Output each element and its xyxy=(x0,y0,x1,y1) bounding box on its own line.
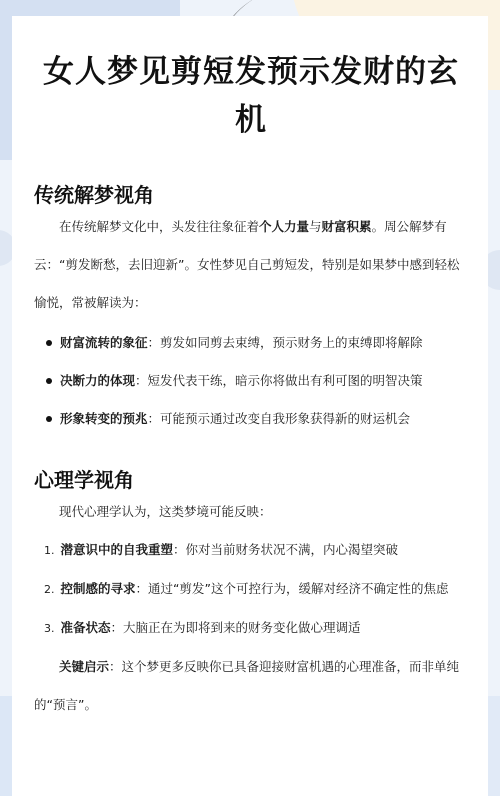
emphasis-text: 个人力量 xyxy=(259,219,310,234)
list-item xyxy=(46,400,468,438)
item-title: 准备状态 xyxy=(60,620,111,635)
bullet-icon xyxy=(46,416,52,422)
paragraph-text: 在传统解梦文化中，头发往往象征着 xyxy=(59,219,260,234)
item-title: 控制感的寻求 xyxy=(60,581,136,596)
item-text: ：你对当前财务状况不满，内心渴望突破 xyxy=(173,542,399,557)
key-insight-paragraph xyxy=(34,648,468,724)
bullet-icon xyxy=(46,378,52,384)
psychology-numbered-list xyxy=(34,531,468,648)
item-title: 潜意识中的自我重塑 xyxy=(60,542,174,557)
item-title: 决断力的体现 xyxy=(60,373,136,388)
item-number: 3. xyxy=(44,622,55,635)
list-item xyxy=(44,531,468,570)
item-text: ：可能预示通过改变自我形象获得新的财运机会 xyxy=(147,411,411,426)
item-text: ：短发代表干练，暗示你将做出有利可图的明智决策 xyxy=(135,373,423,388)
list-item xyxy=(44,570,468,609)
item-number: 1. xyxy=(44,544,55,557)
section-heading-psychology: 心理学视角 xyxy=(34,468,134,492)
list-item xyxy=(46,362,468,400)
article-title: 女人梦见剪短发预示发财的玄机 xyxy=(43,54,459,138)
item-title: 形象转变的预兆 xyxy=(60,411,148,426)
section-heading-traditional: 传统解梦视角 xyxy=(34,183,154,207)
traditional-bullet-list xyxy=(34,324,468,438)
paragraph-text: 。周公解梦有云：“剪发断愁，去旧迎新”。女性梦见自己剪短发，特别是如果梦中感到轻松愉悦，常被解读为： xyxy=(34,219,460,310)
traditional-paragraph xyxy=(34,208,468,322)
list-item xyxy=(44,609,468,648)
bullet-icon xyxy=(46,340,52,346)
emphasis-text: 财富积累 xyxy=(321,219,372,234)
list-item xyxy=(46,324,468,362)
item-title: 财富流转的象征 xyxy=(60,335,148,350)
article-card xyxy=(12,16,488,796)
key-insight-label: 关键启示 xyxy=(59,659,110,674)
psychology-intro: 现代心理学认为，这类梦境可能反映： xyxy=(59,504,272,519)
item-text: ：剪发如同剪去束缚，预示财务上的束缚即将解除 xyxy=(147,335,423,350)
item-text: ：通过“剪发”这个可控行为，缓解对经济不确定性的焦虑 xyxy=(135,581,449,596)
paragraph-text: 与 xyxy=(309,219,322,234)
item-text: ：大脑正在为即将到来的财务变化做心理调适 xyxy=(110,620,361,635)
item-number: 2. xyxy=(44,583,55,596)
key-insight-text: ：这个梦更多反映你已具备迎接财富机遇的心理准备，而非单纯的“预言”。 xyxy=(34,659,460,712)
